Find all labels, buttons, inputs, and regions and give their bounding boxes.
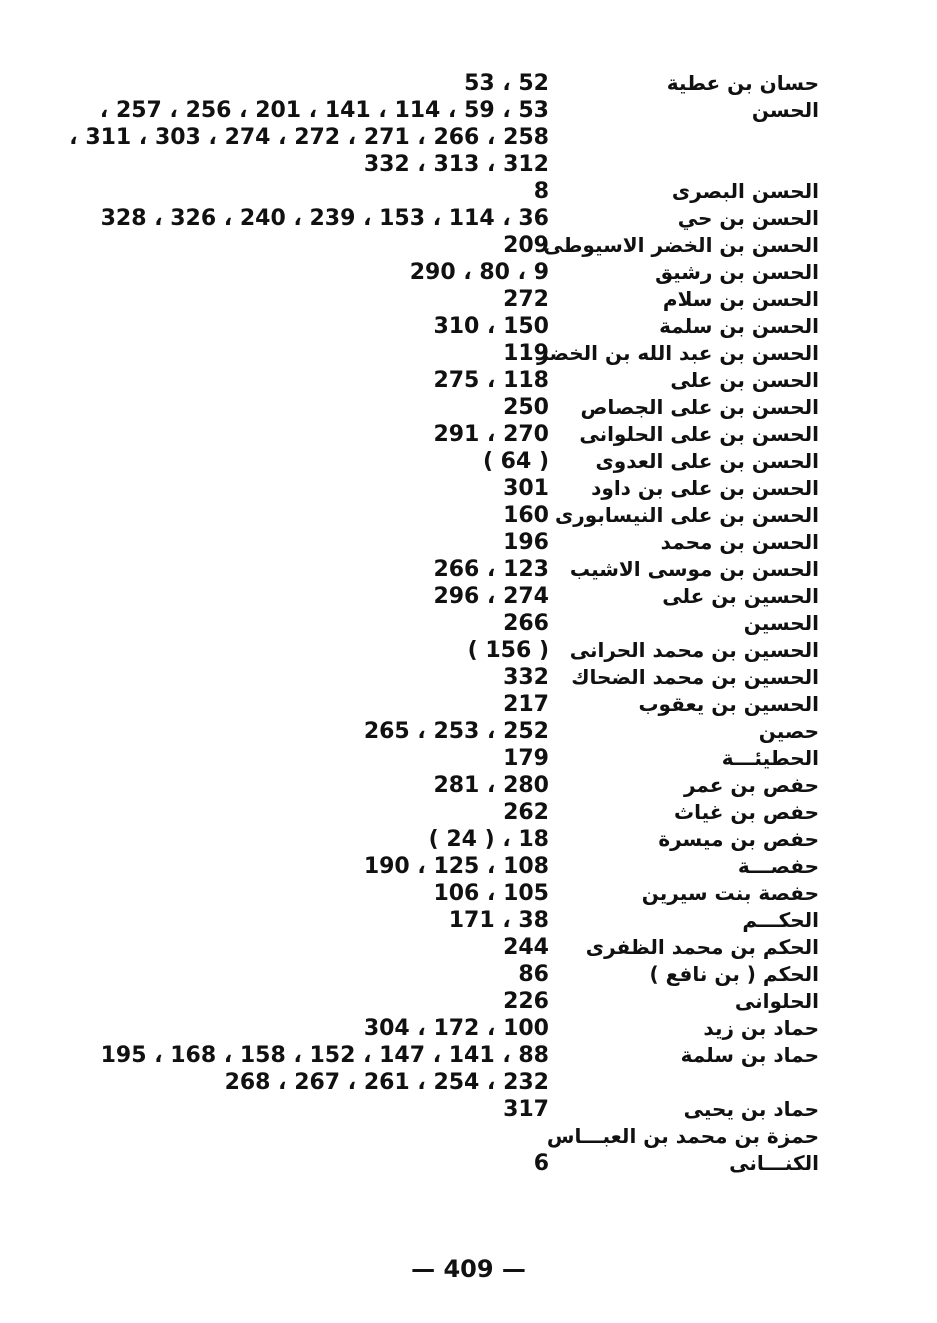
entry-name: حمزة بن محمد بن العبـــاس	[546, 1124, 819, 1148]
entry-pages: 244	[503, 935, 549, 960]
index-entry	[0, 232, 937, 259]
entry-name: الحسن بن على بن داود	[591, 476, 819, 500]
index-entry	[0, 1042, 937, 1069]
entry-pages: 258 ، 266 ، 271 ، 272 ، 274 ، 303 ، 311 ،	[69, 125, 549, 150]
entry-name: حفصـــة	[737, 854, 819, 878]
entry-pages: 301	[503, 476, 549, 501]
page-number: — 409 —	[411, 1255, 526, 1283]
entry-pages: 280 ، 281	[433, 773, 549, 798]
index-entry	[0, 151, 937, 178]
entry-name: حفص بن ميسرة	[658, 827, 819, 851]
entry-name: الحطيئـــة	[721, 746, 819, 770]
index-entry	[0, 313, 937, 340]
entry-pages: 272	[503, 287, 549, 312]
index-entry	[0, 1069, 937, 1096]
index-entry	[0, 907, 937, 934]
index-entry	[0, 340, 937, 367]
entry-name: الحسن بن على الحلوانى	[579, 422, 819, 446]
entry-name: الحسين بن محمد الضحاك	[571, 665, 819, 689]
entry-name: حسان بن عطية	[666, 71, 819, 95]
index-entry	[0, 1015, 937, 1042]
index-entry	[0, 880, 937, 907]
index-entry	[0, 1096, 937, 1123]
entry-pages: 274 ، 296	[433, 584, 549, 609]
entry-name: الحسن بن موسى الاشيب	[569, 557, 819, 581]
entry-pages: 88 ، 141 ، 147 ، 152 ، 158 ، 168 ، 195	[100, 1043, 549, 1068]
index-entry	[0, 205, 937, 232]
entry-name: حصين	[758, 719, 819, 743]
entry-name: الحلوانى	[734, 989, 819, 1013]
entry-name: الحسين بن على	[662, 584, 819, 608]
index-entry	[0, 448, 937, 475]
entry-name: الحسن بن سلمة	[659, 314, 819, 338]
entry-name: الحسين بن يعقوب	[638, 692, 819, 716]
entry-pages: 160	[503, 503, 549, 528]
entry-pages: 108 ، 125 ، 190	[363, 854, 549, 879]
entry-name: الحسين بن محمد الحرانى	[569, 638, 819, 662]
index-entry	[0, 583, 937, 610]
entry-name: حفصة بنت سيرين	[641, 881, 819, 905]
entry-pages: 100 ، 172 ، 304	[363, 1016, 549, 1041]
index-entry	[0, 934, 937, 961]
index-entry	[0, 664, 937, 691]
entry-name: حفص بن غياث	[674, 800, 819, 824]
index-entry	[0, 1123, 937, 1150]
entry-pages: 38 ، 171	[448, 908, 549, 933]
index-entry	[0, 745, 937, 772]
entry-pages: 252 ، 253 ، 265	[363, 719, 549, 744]
entry-pages: 9 ، 80 ، 290	[409, 260, 549, 285]
index-entry	[0, 367, 937, 394]
index-entry	[0, 286, 937, 313]
entry-pages: 217	[503, 692, 549, 717]
entry-name: حماد بن سلمة	[680, 1043, 819, 1067]
index-entry	[0, 394, 937, 421]
entry-name: حفص بن عمر	[683, 773, 819, 797]
entry-pages: 8	[533, 179, 549, 204]
entry-pages: 226	[503, 989, 549, 1014]
index-entry	[0, 853, 937, 880]
index-entry	[0, 124, 937, 151]
index-entry	[0, 421, 937, 448]
index-entry	[0, 1150, 937, 1177]
entry-name: الحسن بن سلام	[662, 287, 819, 311]
entry-pages: 105 ، 106	[433, 881, 549, 906]
entry-name: الحسن بن على	[670, 368, 819, 392]
entry-pages: 317	[503, 1097, 549, 1122]
entry-pages: 266	[503, 611, 549, 636]
entry-name: الكنـــانى	[729, 1151, 819, 1175]
entry-pages: 196	[503, 530, 549, 555]
index-list	[0, 70, 937, 1177]
entry-name: الحسن بن على الجصاص	[580, 395, 819, 419]
entry-name: الحسن	[751, 98, 819, 122]
entry-pages: ( 64 )	[482, 449, 549, 474]
entry-pages: 18 ، ( 24 )	[428, 827, 549, 852]
index-entry	[0, 718, 937, 745]
entry-name: الحسن بن عبد الله بن الخضر	[537, 341, 819, 365]
entry-name: حماد بن زيد	[703, 1016, 819, 1040]
entry-pages: 150 ، 310	[433, 314, 549, 339]
entry-pages: 250	[503, 395, 549, 420]
index-entry	[0, 178, 937, 205]
index-entry	[0, 556, 937, 583]
entry-pages: 53 ، 59 ، 114 ، 141 ، 201 ، 256 ، 257 ،	[99, 98, 549, 123]
entry-pages: 232 ، 254 ، 261 ، 267 ، 268	[224, 1070, 549, 1095]
entry-pages: 36 ، 114 ، 153 ، 239 ، 240 ، 326 ، 328	[100, 206, 549, 231]
index-entry	[0, 475, 937, 502]
entry-name: الحكم بن محمد الظفرى	[585, 935, 819, 959]
index-entry	[0, 772, 937, 799]
entry-name: الحسن بن على العدوى	[595, 449, 819, 473]
index-entry	[0, 529, 937, 556]
entry-name: الحسن بن حي	[677, 206, 819, 230]
entry-pages: 312 ، 313 ، 332	[363, 152, 549, 177]
entry-pages: 86	[518, 962, 549, 987]
entry-pages: 118 ، 275	[433, 368, 549, 393]
entry-pages: 262	[503, 800, 549, 825]
entry-pages: ( 156 )	[467, 638, 549, 663]
entry-name: الحسين	[743, 611, 819, 635]
entry-pages: 119	[503, 341, 549, 366]
index-entry	[0, 799, 937, 826]
entry-name: الحسن بن الخضر الاسيوطى	[543, 233, 819, 257]
entry-pages: 179	[503, 746, 549, 771]
entry-pages: 52 ، 53	[464, 71, 549, 96]
entry-name: الحسن البصرى	[671, 179, 819, 203]
index-entry	[0, 637, 937, 664]
index-entry	[0, 259, 937, 286]
entry-pages: 123 ، 266	[433, 557, 549, 582]
index-entry	[0, 988, 937, 1015]
index-entry	[0, 610, 937, 637]
entry-name: الحسن بن على النيسابورى	[554, 503, 819, 527]
entry-pages: 209	[503, 233, 549, 258]
index-entry	[0, 97, 937, 124]
entry-pages: 332	[503, 665, 549, 690]
entry-pages: 270 ، 291	[433, 422, 549, 447]
entry-name: حماد بن يحيى	[683, 1097, 819, 1121]
index-entry	[0, 691, 937, 718]
index-entry	[0, 961, 937, 988]
index-entry	[0, 502, 937, 529]
index-entry	[0, 826, 937, 853]
entry-name: الحسن بن رشيق	[655, 260, 819, 284]
entry-name: الحسن بن محمد	[660, 530, 819, 554]
index-entry	[0, 70, 937, 97]
entry-pages: 6	[533, 1151, 549, 1176]
entry-name: الحكم ( بن نافع )	[649, 962, 819, 986]
entry-name: الحكـــم	[742, 908, 819, 932]
